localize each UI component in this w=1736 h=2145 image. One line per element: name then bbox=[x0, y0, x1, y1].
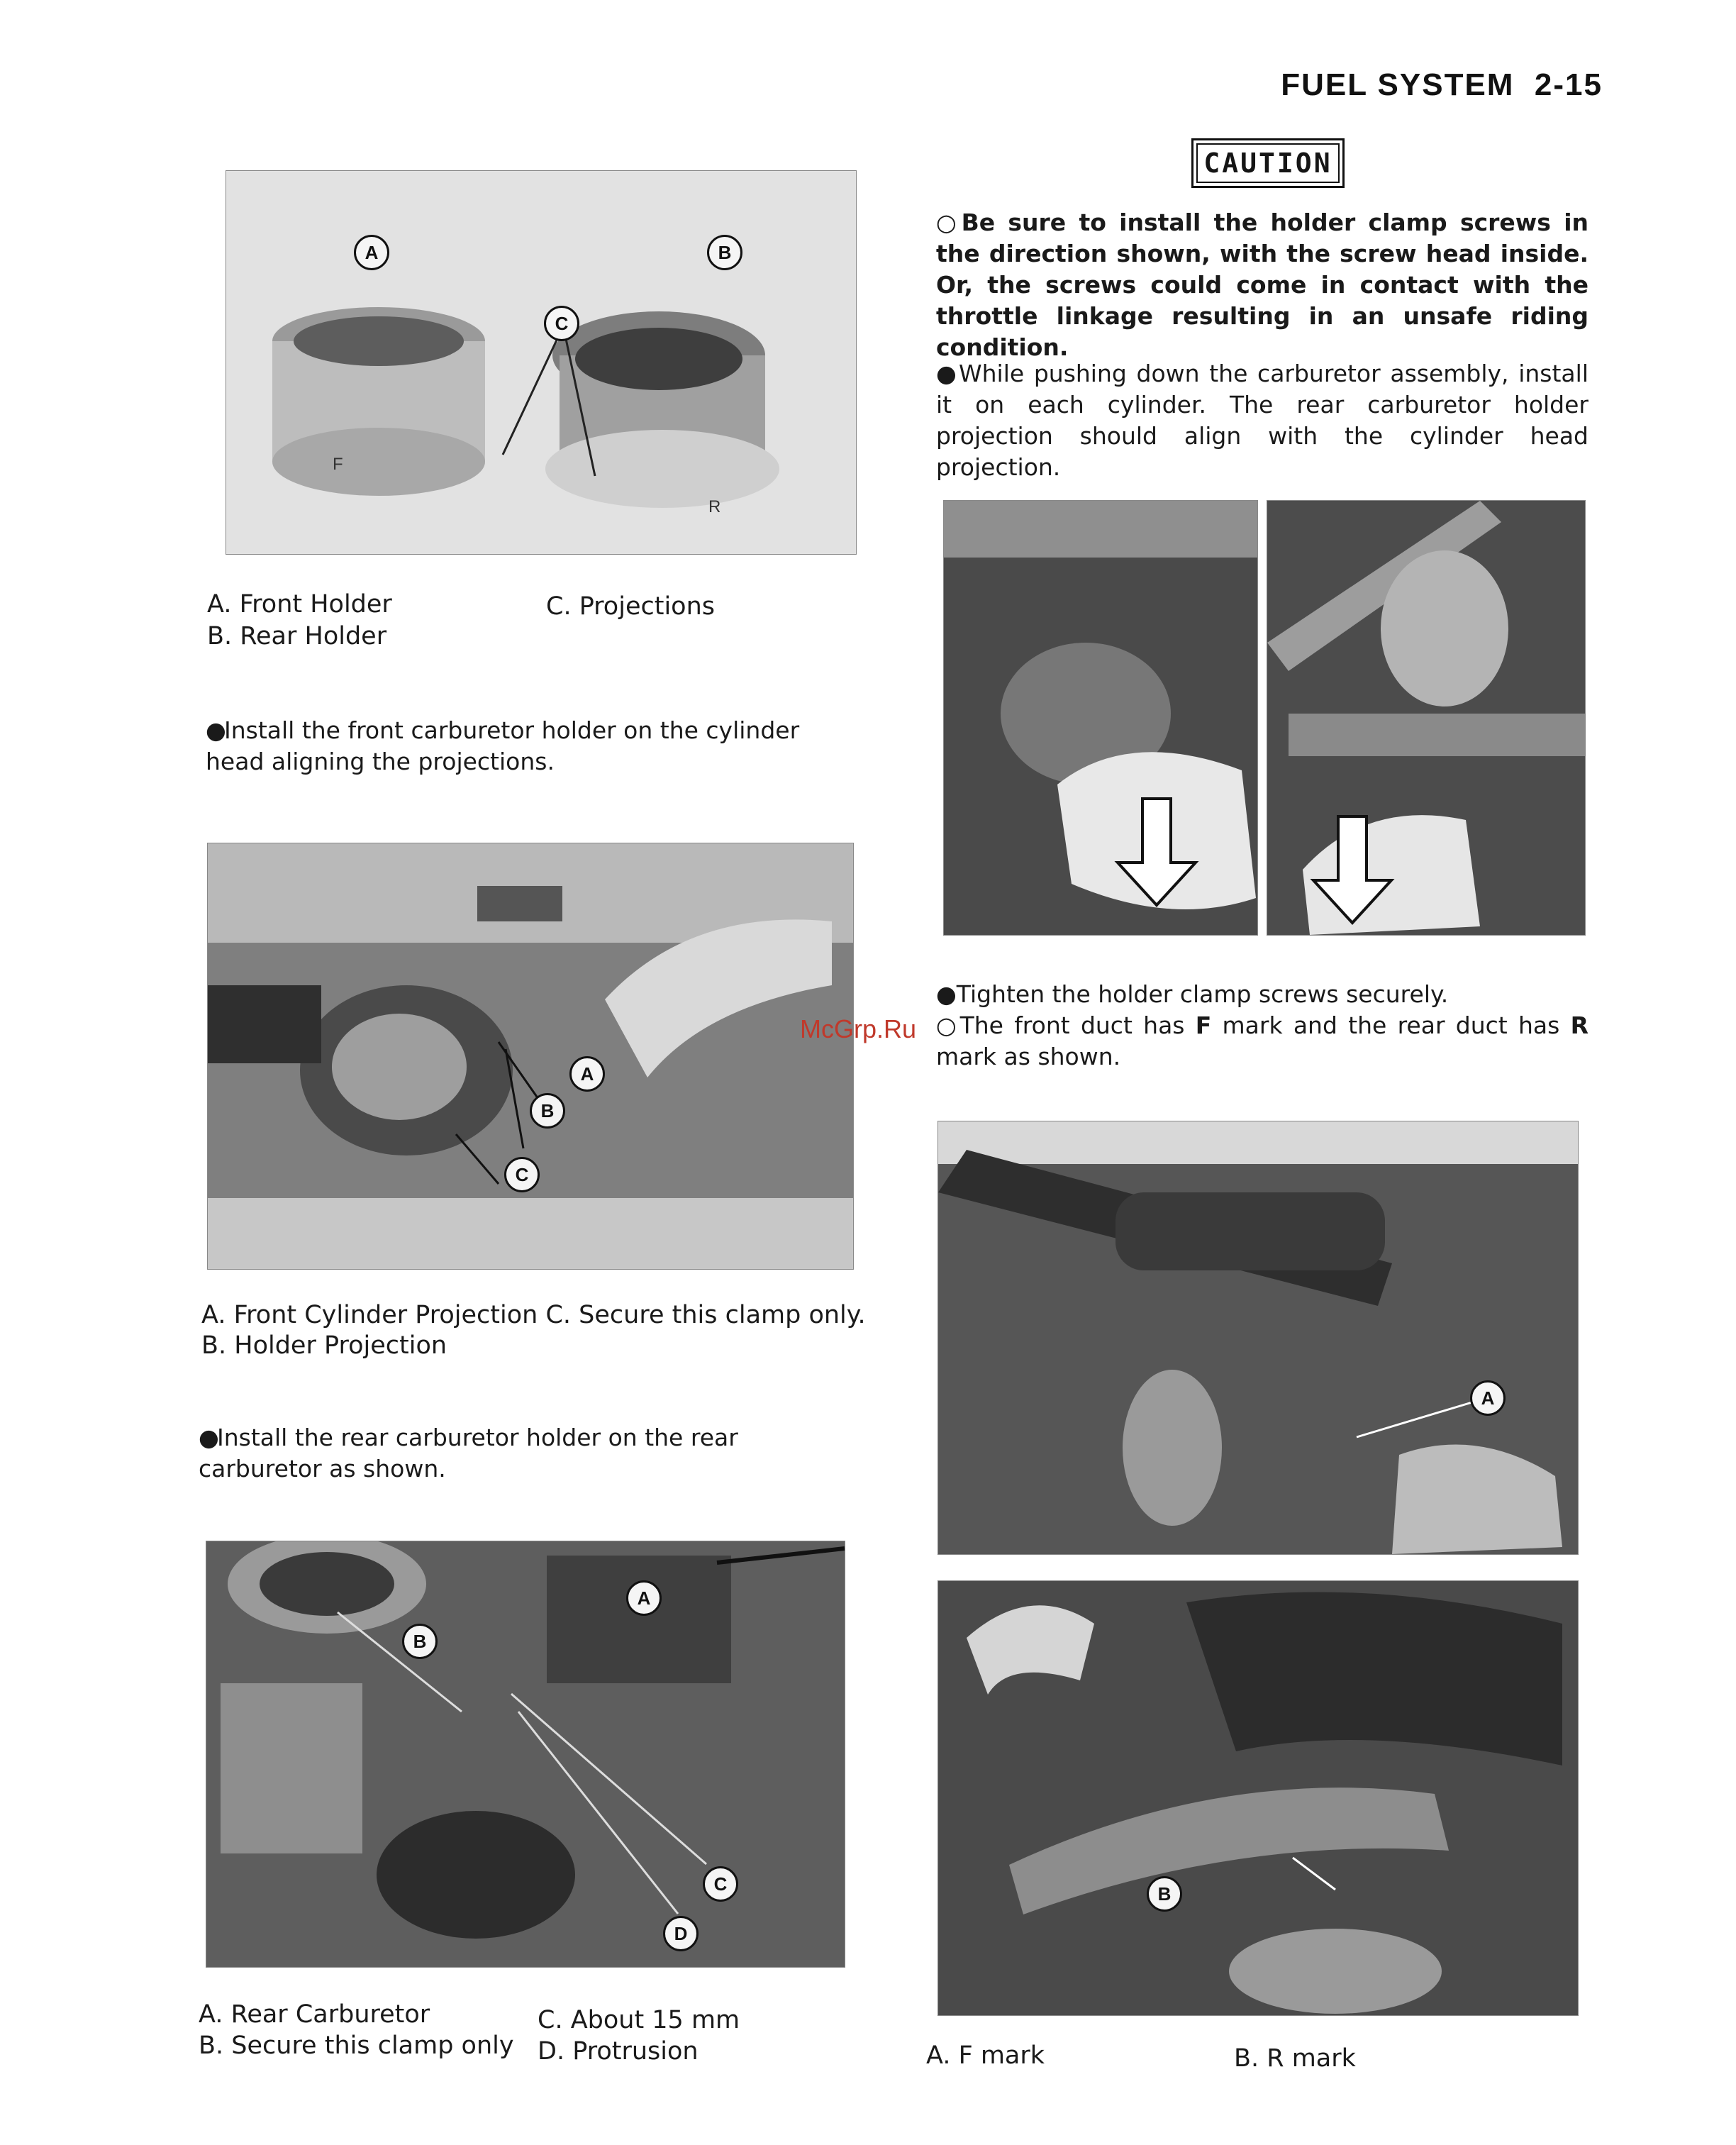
step-push-carburetor: ●While pushing down the carburetor assembly, install it on each cylinder. The rear carburetor holder projection should align with the cylinder head projection. bbox=[936, 360, 1588, 481]
label-a: A bbox=[626, 1580, 662, 1616]
sub-bullet-icon: ○ bbox=[936, 209, 962, 236]
figure-push-down-left-photo bbox=[943, 500, 1258, 936]
holders-illustration bbox=[226, 171, 856, 554]
label-d: D bbox=[663, 1916, 699, 1951]
label-c: C bbox=[504, 1157, 540, 1192]
page-number: 2-15 bbox=[1534, 67, 1603, 102]
step-tighten-screws: ●Tighten the holder clamp screws securely. bbox=[936, 980, 1449, 1008]
r-mark-illustration bbox=[938, 1581, 1578, 2015]
fig1-caption-c: C. Projections bbox=[546, 592, 715, 621]
fig3-caption-b: B. Secure this clamp only bbox=[199, 2032, 514, 2060]
label-b: B bbox=[707, 235, 742, 270]
fig3-caption-d: D. Protrusion bbox=[538, 2037, 699, 2066]
figure-front-cylinder-photo bbox=[207, 843, 854, 1270]
fig1-caption-b: B. Rear Holder bbox=[207, 622, 387, 650]
fig2-caption-a-c: A. Front Cylinder Projection C. Secure this clamp only. bbox=[201, 1301, 866, 1329]
photo-mark-r: R bbox=[708, 497, 721, 516]
label-a: A bbox=[354, 235, 389, 270]
label-b: B bbox=[402, 1624, 438, 1659]
bullet-icon: ● bbox=[936, 980, 957, 1008]
label-c: C bbox=[703, 1866, 738, 1902]
watermark-text: McGrp.Ru bbox=[800, 1014, 917, 1043]
rear-carburetor-illustration bbox=[206, 1541, 845, 1967]
figure-push-down-right-photo bbox=[1267, 500, 1586, 936]
label-c: C bbox=[544, 306, 579, 341]
fig3-caption-c: C. About 15 mm bbox=[538, 2006, 740, 2034]
note-duct-marks: ○The front duct has F mark and the rear duct has R mark as shown. bbox=[936, 1011, 1588, 1070]
label-a: A bbox=[1470, 1380, 1506, 1416]
fig-r-caption: B. R mark bbox=[1234, 2044, 1356, 2073]
fig1-caption-a: A. Front Holder bbox=[207, 590, 392, 619]
caution-text: ○Be sure to install the holder clamp screws in the direction shown, with the screw head inside. Or, the screws could come in contact with the throttle linkage resulting in an unsafe riding condition. bbox=[936, 209, 1589, 361]
page-header bbox=[1206, 67, 1603, 103]
step-install-rear-holder: ●Install the rear carburetor holder on the rear carburetor as shown. bbox=[199, 1424, 738, 1482]
caution-label: CAUTION bbox=[1191, 138, 1345, 188]
bullet-icon: ● bbox=[199, 1424, 219, 1451]
figure-rear-carburetor-photo bbox=[206, 1541, 845, 1968]
fig2-caption-b: B. Holder Projection bbox=[201, 1331, 447, 1360]
fig3-caption-a: A. Rear Carburetor bbox=[199, 2000, 430, 2029]
front-cylinder-illustration bbox=[208, 843, 853, 1269]
section-title: FUEL SYSTEM bbox=[1281, 67, 1515, 102]
label-a: A bbox=[569, 1056, 605, 1092]
figure-f-mark-photo bbox=[937, 1121, 1579, 1555]
fig-f-caption: A. F mark bbox=[926, 2041, 1045, 2070]
bullet-icon: ● bbox=[206, 716, 226, 744]
push-down-right-illustration bbox=[1267, 501, 1585, 935]
step-install-front-holder: ●Install the front carburetor holder on the cylinder head aligning the projections. bbox=[206, 716, 800, 775]
sub-bullet-icon: ○ bbox=[936, 1011, 960, 1039]
bullet-icon: ● bbox=[936, 360, 959, 387]
label-b: B bbox=[1147, 1876, 1182, 1912]
photo-mark-f: F bbox=[333, 455, 343, 474]
label-b: B bbox=[530, 1093, 565, 1129]
push-down-left-illustration bbox=[944, 501, 1257, 935]
figure-holders-photo bbox=[226, 170, 857, 555]
figure-r-mark-photo bbox=[937, 1580, 1579, 2016]
f-mark-illustration bbox=[938, 1121, 1578, 1554]
